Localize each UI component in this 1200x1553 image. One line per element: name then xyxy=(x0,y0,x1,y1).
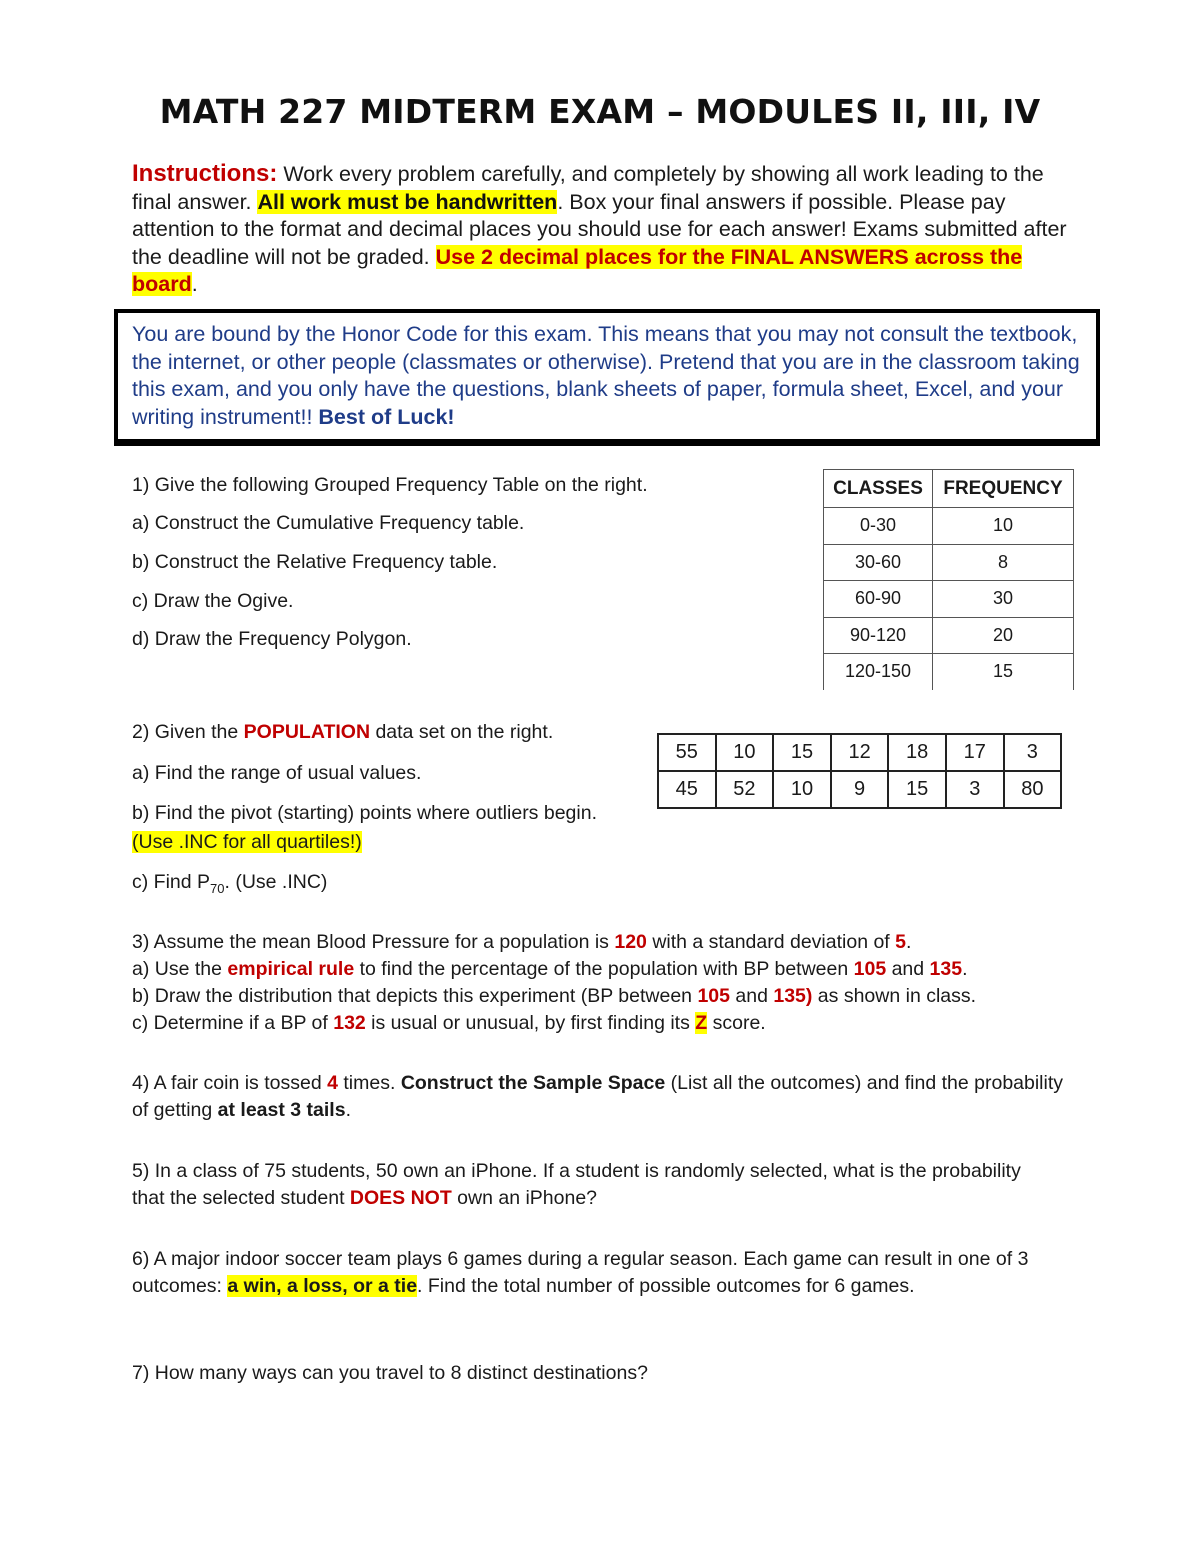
std-dev-value: 5 xyxy=(895,931,907,953)
q2-note xyxy=(132,829,362,856)
instructions-label: Instructions: xyxy=(132,160,278,187)
q3-l3-text: b) Draw the distribution that depicts this experiment (BP between xyxy=(132,985,698,1007)
class-cell: 120-150 xyxy=(824,654,933,690)
q2-part-b: b) Find the pivot (starting) points where outliers begin. xyxy=(132,802,597,824)
class-cell: 60-90 xyxy=(824,581,933,618)
bp-value: 132 xyxy=(333,1012,366,1034)
q5-pre: 5) In a class of 75 students, 50 own an iPhone. If a student is randomly selected, what is the probability that the selected student xyxy=(132,1160,1021,1209)
q7-text: 7) How many ways can you travel to 8 distinct destinations? xyxy=(132,1362,648,1384)
q3-line-1 xyxy=(132,929,911,956)
header-classes: CLASSES xyxy=(824,470,933,508)
q3-l1-mid: with a standard deviation of xyxy=(646,931,896,953)
q3-line-2 xyxy=(132,956,968,983)
frequency-cell: 30 xyxy=(933,581,1074,618)
bp-high: 135) xyxy=(773,985,813,1007)
q3-l2-and: and xyxy=(886,958,930,980)
frequency-cell: 8 xyxy=(933,544,1074,581)
q2-intro-pre: 2) Given the xyxy=(132,721,244,743)
q6-post: . Find the total number of possible outcomes for 6 games. xyxy=(417,1275,915,1297)
outcomes-highlight: a win, a loss, or a tie xyxy=(227,1275,418,1297)
bp-low: 105 xyxy=(853,958,887,980)
q3-l2-post: . xyxy=(962,958,968,980)
table-row xyxy=(824,654,1074,690)
data-cell: 10 xyxy=(716,734,774,771)
q4-pre: 4) A fair coin is tossed xyxy=(132,1072,328,1094)
population-table xyxy=(657,733,1062,809)
data-cell: 45 xyxy=(658,771,716,808)
q4-mid: times. xyxy=(337,1072,401,1094)
frequency-cell: 20 xyxy=(933,617,1074,654)
honor-code-box xyxy=(114,309,1100,443)
sample-space-phrase: Construct the Sample Space xyxy=(400,1072,666,1094)
table-row xyxy=(824,544,1074,581)
q2-part-a: a) Find the range of usual values. xyxy=(132,762,422,784)
q4-mid2: (List all the outcomes) and find the probability of getting xyxy=(132,1072,1064,1121)
q2-intro xyxy=(132,719,553,746)
q5-text xyxy=(132,1158,1032,1212)
q6-text xyxy=(132,1246,1062,1300)
data-cell: 52 xyxy=(716,771,774,808)
data-cell: 55 xyxy=(658,734,716,771)
q2-c-subscript: 70 xyxy=(210,880,225,896)
exam-title: MATH 227 MIDTERM EXAM – MODULES II, III, IV xyxy=(159,92,1041,131)
q3-l2-text: a) Use the xyxy=(132,958,228,980)
bp-low: 105 xyxy=(697,985,730,1007)
q3-l3-post: as shown in class. xyxy=(812,985,977,1007)
q3-l4-mid: is usual or unusual, by first finding its xyxy=(365,1012,696,1034)
mean-value: 120 xyxy=(614,931,647,953)
table-row xyxy=(824,617,1074,654)
data-cell: 18 xyxy=(888,734,946,771)
frequency-table-header xyxy=(824,470,1074,508)
q1-part-d: d) Draw the Frequency Polygon. xyxy=(132,628,412,650)
handwritten-highlight: All work must be handwritten xyxy=(257,189,558,214)
class-cell: 0-30 xyxy=(824,508,933,545)
q6-pre: 6) A major indoor soccer team plays 6 games during a regular season. Each game can result in one of 3 outcomes: xyxy=(132,1248,1029,1297)
data-cell: 10 xyxy=(773,771,831,808)
data-cell: 12 xyxy=(831,734,889,771)
honor-code-text xyxy=(132,321,1082,431)
table-row xyxy=(658,771,1061,808)
q3-l1-text: 3) Assume the mean Blood Pressure for a population is xyxy=(132,931,615,953)
q3-l4-text: c) Determine if a BP of xyxy=(132,1012,334,1034)
frequency-table xyxy=(823,469,1074,690)
data-cell: 3 xyxy=(946,771,1004,808)
class-cell: 30-60 xyxy=(824,544,933,581)
q1-part-b: b) Construct the Relative Frequency table. xyxy=(132,551,498,573)
data-cell: 3 xyxy=(1004,734,1062,771)
q3-line-4 xyxy=(132,1010,766,1037)
data-cell: 80 xyxy=(1004,771,1062,808)
q3-l1-post: . xyxy=(906,931,912,953)
bp-high: 135 xyxy=(929,958,963,980)
instructions-text-3: . xyxy=(191,272,198,296)
instructions-text-1: Work every problem carefully, and completely by showing all work leading to the final answer. xyxy=(132,162,1044,214)
q1-part-c: c) Draw the Ogive. xyxy=(132,590,294,612)
data-cell: 15 xyxy=(773,734,831,771)
q4-post: . xyxy=(345,1099,351,1121)
data-cell: 15 xyxy=(888,771,946,808)
table-row xyxy=(658,734,1061,771)
population-word: POPULATION xyxy=(243,721,371,743)
q2-c-pre: c) Find P xyxy=(132,871,211,893)
instructions-paragraph xyxy=(132,160,1072,299)
q3-l3-and: and xyxy=(729,985,774,1007)
frequency-cell: 15 xyxy=(933,654,1074,690)
q4-text xyxy=(132,1070,1072,1124)
q3-l2-mid: to find the percentage of the population with BP between xyxy=(354,958,854,980)
does-not-phrase: DOES NOT xyxy=(349,1187,452,1209)
class-cell: 90-120 xyxy=(824,617,933,654)
table-row xyxy=(824,581,1074,618)
q3-l4-post: score. xyxy=(707,1012,766,1034)
empirical-rule: empirical rule xyxy=(227,958,355,980)
q2-intro-post: data set on the right. xyxy=(370,721,554,743)
q5-post: own an iPhone? xyxy=(451,1187,598,1209)
frequency-cell: 10 xyxy=(933,508,1074,545)
toss-count: 4 xyxy=(327,1072,338,1094)
q1-intro: 1) Give the following Grouped Frequency Table on the right. xyxy=(132,474,648,496)
header-frequency: FREQUENCY xyxy=(933,470,1074,508)
honor-code-body: You are bound by the Honor Code for this exam. This means that you may not consult the textbook, the internet, or other people (classmates or otherwise). Pretend that you are in the classroom taking this exam, and you only have the questions, blank sheets of paper, formula sheet, Excel, and your writing instrument!! xyxy=(132,322,1080,429)
data-cell: 9 xyxy=(831,771,889,808)
at-least-3-tails: at least 3 tails xyxy=(217,1099,346,1121)
decimal-places-highlight: Use 2 decimal places for the FINAL ANSWERS across the board xyxy=(132,244,1023,296)
q2-c-post: . (Use .INC) xyxy=(224,871,328,893)
z-letter: Z xyxy=(695,1012,708,1034)
instructions-text-2: . Box your final answers if possible. Please pay attention to the format and decimal places you should use for each answer! Exams submitted after the deadline will not be graded. xyxy=(132,189,1067,269)
best-of-luck: Best of Luck! xyxy=(318,404,455,429)
q1-part-a: a) Construct the Cumulative Frequency table. xyxy=(132,512,525,534)
q3-line-3 xyxy=(132,983,976,1010)
q2-part-c xyxy=(132,869,327,902)
inc-quartiles-highlight: (Use .INC for all quartiles!) xyxy=(132,831,362,853)
data-cell: 17 xyxy=(946,734,1004,771)
table-row xyxy=(824,508,1074,545)
